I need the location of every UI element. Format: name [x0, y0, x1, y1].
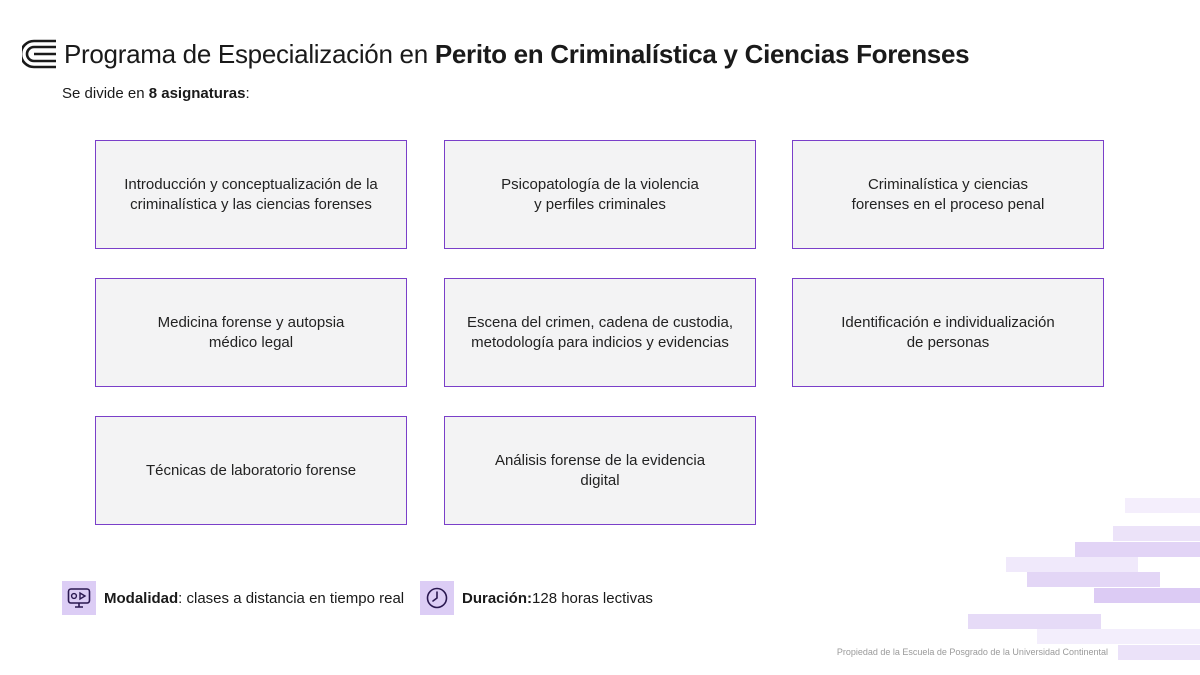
subject-line: médico legal: [208, 333, 294, 351]
subject-line: y perfiles criminales: [534, 195, 666, 213]
subject-line: Escena del crimen, cadena de custodia,: [467, 313, 733, 331]
subtitle-bold: 8 asignaturas: [148, 85, 246, 102]
decorative-stripe: [1006, 557, 1138, 572]
duration-label: Duración:: [462, 589, 533, 607]
title-regular: Programa de Especialización en: [64, 38, 435, 69]
modality-info: [62, 581, 404, 615]
modality-label: Modalidad: [104, 589, 179, 607]
decorative-stripe: [1037, 629, 1200, 644]
subject-line: metodología para indicios y evidencias: [471, 333, 729, 351]
subject-line: Identificación e individualización: [841, 313, 1055, 331]
subtitle-prefix: Se divide en: [62, 85, 149, 102]
title-bold: Perito en Criminalística y Ciencias Forenses: [434, 38, 970, 69]
subject-line: Introducción y conceptualización de la: [124, 175, 378, 193]
subject-card: [95, 278, 407, 387]
page-subtitle: [62, 85, 250, 102]
modality-text: : clases a distancia en tiempo real: [178, 589, 405, 607]
subject-line: Análisis forense de la evidencia: [494, 451, 706, 469]
duration-info: [420, 581, 653, 615]
subject-line: Medicina forense y autopsia: [157, 313, 345, 331]
decorative-stripe: [968, 614, 1101, 629]
subject-card: [444, 278, 756, 387]
decorative-stripe: [1094, 588, 1200, 603]
subject-card: [792, 278, 1104, 387]
page-header: [22, 38, 969, 70]
decorative-stripe: [1027, 572, 1160, 587]
subject-card: [95, 140, 407, 249]
video-class-icon: [62, 581, 96, 615]
subject-line: criminalística y las ciencias forenses: [130, 195, 372, 213]
subject-line: de personas: [906, 333, 990, 351]
decorative-stripe: [1125, 498, 1200, 513]
subject-card: [444, 140, 756, 249]
subject-card: [95, 416, 407, 525]
stacked-lines-logo-icon: [22, 38, 58, 70]
clock-icon: [420, 581, 454, 615]
subject-line: Técnicas de laboratorio forense: [145, 461, 357, 479]
footer-copyright: Propiedad de la Escuela de Posgrado de la Universidad Continental: [836, 647, 1108, 657]
page-title: [64, 39, 969, 70]
subject-line: forenses en el proceso penal: [851, 195, 1045, 213]
subject-card: [444, 416, 756, 525]
subject-line: digital: [580, 471, 620, 489]
subtitle-suffix: :: [245, 85, 250, 102]
subject-card: [792, 140, 1104, 249]
subject-line: Criminalística y ciencias: [867, 175, 1029, 193]
subject-line: Psicopatología de la violencia: [501, 175, 699, 193]
decorative-stripe: [1075, 542, 1200, 557]
duration-text: 128 horas lectivas: [532, 589, 653, 607]
decorative-stripe: [1113, 526, 1200, 541]
decorative-stripe: [1118, 645, 1200, 660]
